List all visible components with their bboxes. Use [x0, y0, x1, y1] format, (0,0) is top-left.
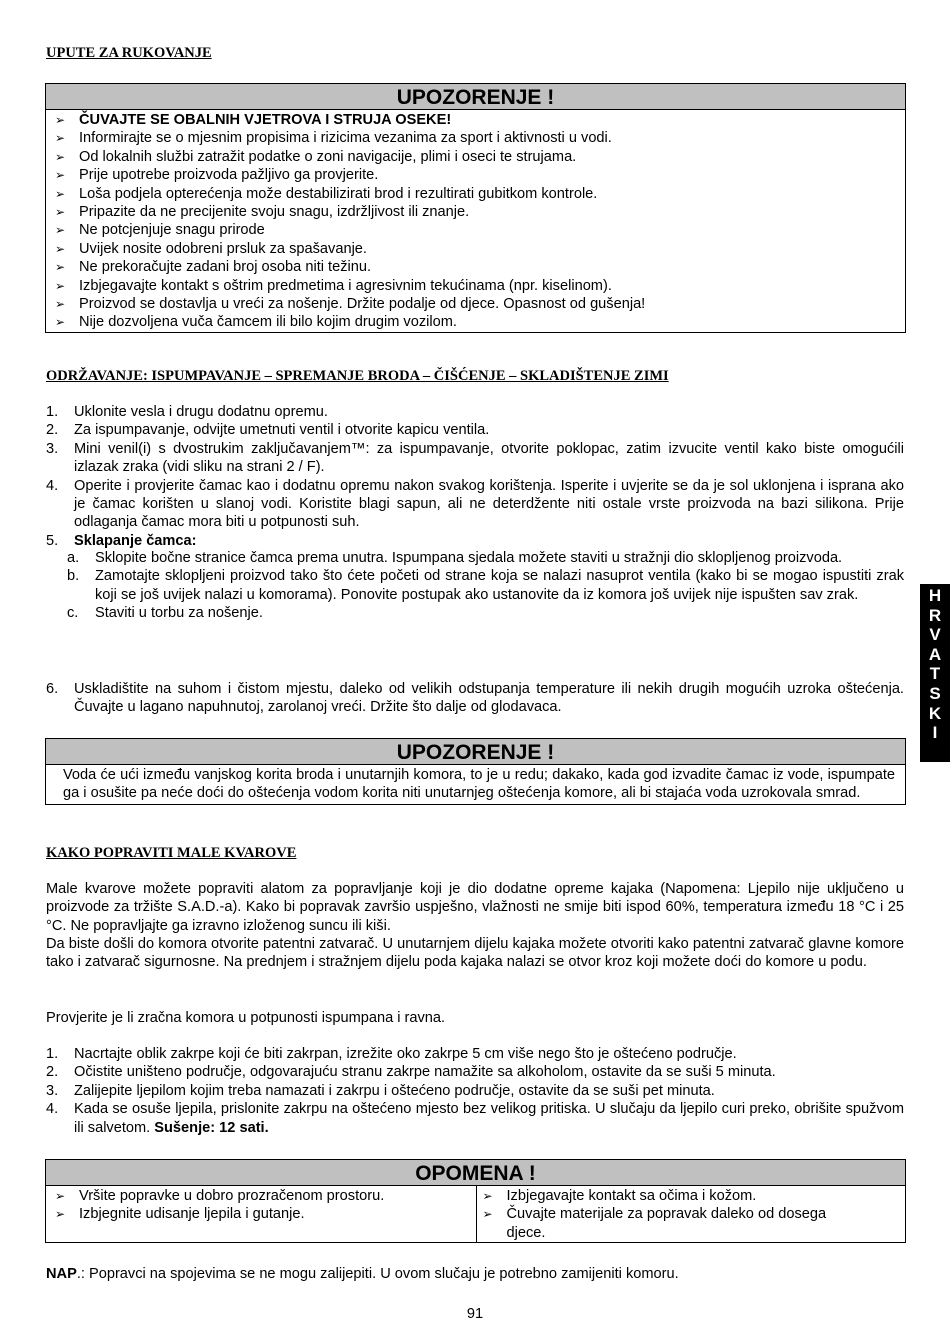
caution-box [45, 1159, 906, 1243]
list-item [46, 532, 904, 550]
list-item [46, 1063, 904, 1081]
maintenance-step-6 [46, 680, 904, 717]
list-item [46, 549, 904, 567]
tab-letter: V [929, 625, 941, 645]
list-item [46, 680, 904, 717]
warning-item: ➢ Ne prekoračujte zadani broj osoba niti težinu. [55, 258, 905, 276]
warning-item: ➢ Od lokalnih službi zatražit podatke o zoni navigacije, plimi i oseci te strujama. [55, 148, 905, 166]
warning-item: ➢ Uvijek nosite odobreni prsluk za spašavanje. [55, 240, 905, 258]
step-text: Mini venil(i) s dvostrukim zaključavanjem™: za ispumpavanje, otvorite poklopac, zatim izvucite ventil kako biste omogućili izlazak zraka (vidi sliku na strani 2 / F). [74, 440, 904, 476]
step-text: Zalijepite ljepilom kojim treba namazati i zakrpu i oštećeno područje, ostavite da se suši pet minuta. [74, 1082, 715, 1099]
tab-letter: T [929, 664, 941, 684]
warning-text: Voda će ući između vanjskog korita broda i unutarnjih komora, to je u redu; dakako, kada god izvadite čamac iz vode, ispumpate ga i osušite pa neće doći do oštećenja vodom korita niti unutarnjeg oštećenja komore, ali bi stajaća voda uzrokovala smrad. [63, 767, 895, 802]
note-label: NAP [46, 1266, 77, 1282]
step-number: 2. [46, 1064, 59, 1081]
repair-paragraph: Male kvarove možete popraviti alatom za popravljanje koji je dio dodatne opreme kajaka (Napomena: Ljepilo nije uključeno u proizvode za tržište S.A.D.-a). Kako bi popravak završio uspješno, vlažnosti ne smije biti ispod 60%, temperatura između 18 °C i 25 °C. Ne popravljajte ga izravno izloženog suncu ili kiši. [46, 881, 904, 934]
note [46, 1265, 904, 1283]
caution-item: ➢ Vršite popravke u dobro prozračenom prostoru. [55, 1187, 476, 1205]
tab-letter: S [929, 683, 941, 703]
note-text: .: Popravci na spojevima se ne mogu zalijepiti. U ovom slučaju je potrebno zamijeniti komoru. [76, 1266, 679, 1282]
caution-right-column [476, 1186, 906, 1242]
warning-item: ➢ Informirajte se o mjesnim propisima i rizicima vezanima za sport i aktivnosti u vodi. [55, 129, 905, 147]
list-item [46, 1082, 904, 1100]
warning-item: ➢ Nije dozvoljena vuča čamcem ili bilo kojim drugim vozilom. [55, 313, 905, 331]
step-text: Nacrtajte oblik zakrpe koji će biti zakrpan, izrežite oko zakrpe 5 cm više nego što je oštećeno područje. [74, 1046, 737, 1062]
tab-letter: K [928, 703, 942, 723]
repair-steps [46, 1045, 904, 1137]
step-number: 1. [46, 404, 59, 420]
step-text: Zamotajte sklopljeni proizvod tako što ćete početi od strane koja se nalazi nasuprot ventila (kako bi se mogao ispustiti zrak koji se još uvijek nalazi u komorama). Ponovite postupak ako ustanovite da iz komora još uvijek nije ispušten sav zrak. [95, 568, 904, 603]
step-text: Kada se osuše ljepila, prislonite zakrpu na oštećeno mjesto bez velikog pritiska. U slučaju da ljepilo curi preko, obrišite spužvom ili salvetom. [74, 1101, 904, 1136]
language-tab [920, 584, 950, 762]
caution-left-column [46, 1186, 476, 1242]
tab-letter: A [928, 644, 942, 664]
step-letter: a. [67, 550, 80, 566]
warning-item: ➢ ČUVAJTE SE OBALNIH VJETROVA I STRUJA OSEKE! [55, 111, 905, 129]
section-heading-maintenance: ODRŽAVANJE: ISPUMPAVANJE – SPREMANJE BRODA – ČIŠĆENJE – SKLADIŠTENJE ZIMI [46, 368, 669, 384]
step-number: 6. [46, 681, 59, 697]
tab-letter: H [928, 586, 942, 605]
drying-time: Sušenje: 12 sati. [150, 1119, 269, 1136]
repair-paragraph: Provjerite je li zračna komora u potpunosti ispumpana i ravna. [46, 1010, 446, 1026]
list-item [46, 477, 904, 532]
warning-item: ➢ Loša podjela opterećenja može destabilizirati brod i rezultirati gubitkom kontrole. [55, 185, 905, 203]
caution-item-continuation: djece. [506, 1224, 546, 1241]
step-letter: c. [67, 605, 79, 622]
warning-item: ➢ Izbjegavajte kontakt s oštrim predmetima i agresivnim tekućinama (npr. kiselinom). [55, 277, 905, 295]
warning-item: ➢ Prije upotrebe proizvoda pažljivo ga provjerite. [55, 166, 905, 184]
warning-item: ➢ Pripazite da ne precijenite svoju snagu, izdržljivost ili znanje. [55, 203, 905, 221]
caution-item: ➢ Izbjegavajte kontakt sa očima i kožom. [483, 1187, 906, 1205]
caution-item: ➢ Čuvajte materijale za popravak daleko od dosega [483, 1205, 906, 1223]
step-text: Staviti u torbu za nošenje. [95, 605, 263, 622]
step-number: 2. [46, 422, 59, 439]
section-heading-operating-instructions: UPUTE ZA RUKOVANJE [46, 45, 212, 61]
caution-columns [46, 1186, 905, 1242]
warning-box-water [45, 738, 906, 805]
caution-title: OPOMENA ! [46, 1160, 905, 1186]
maintenance-steps [46, 403, 904, 550]
step-text: Operite i provjerite čamac kao i dodatnu opremu nakon svakog korištenja. Isperite i uvjerite se da je sol uklonjena i isprana ako je čamac korišten u slanoj vodi. Koristite blagi sapun, ali ne deterdžente niti ostale vrste proizvoda na bazi silikona. Prije odlaganja čamac mora biti u potpunosti suh. [74, 477, 904, 531]
step-text: Uskladištite na suhom i čistom mjestu, daleko od velikih odstupanja temperature ili nekih drugih mogućih uzroka oštećenja. Čuvajte u lagano napuhnutoj, zarolanoj vreći. Držite što dalje od glodavaca. [74, 681, 904, 716]
list-item [46, 421, 904, 439]
warning-list [46, 110, 905, 332]
warning-item: ➢ Proizvod se dostavlja u vreći za nošenje. Držite podalje od djece. Opasnost od gušenja! [55, 295, 905, 313]
warning-title: UPOZORENJE ! [46, 739, 905, 765]
step-text: Sklapanje čamca: [74, 532, 197, 549]
warning-box [45, 83, 906, 333]
list-item [46, 1045, 904, 1063]
warning-item: ➢ Ne potcjenjuje snagu prirode [55, 221, 905, 239]
step-number: 3. [46, 1082, 59, 1099]
list-item [46, 1100, 904, 1137]
step-text: Sklopite bočne stranice čamca prema unutra. Ispumpana sjedala možete staviti u stražnji dio sklopljenog proizvoda. [95, 550, 843, 566]
step-text: Očistite uništeno područje, odgovarajuću stranu zakrpe namažite sa alkoholom, ostavite da se suši 5 minuta. [74, 1064, 776, 1081]
list-item [46, 440, 904, 477]
tab-letter: R [928, 605, 942, 625]
caution-item: ➢ Izbjegnite udisanje ljepila i gutanje. [55, 1205, 476, 1223]
list-item [46, 604, 904, 622]
section-heading-repair: KAKO POPRAVITI MALE KVAROVE [46, 845, 297, 861]
repair-paragraph: Da biste došli do komora otvorite patentni zatvarač. U unutarnjem dijelu kajaka možete otvoriti kako patentni zatvarač glavne komore tako i zatvarač sigurnosne. Na prednjem i stražnjem dijelu poda kajaka nalazi se otvor kroz koji možete doći do komore u podu. [46, 936, 904, 971]
step-text: Za ispumpavanje, odvijte umetnuti ventil i otvorite kapicu ventila. [74, 422, 490, 439]
step-letter: b. [67, 568, 80, 585]
page-number: 91 [466, 1306, 484, 1322]
warning-title: UPOZORENJE ! [46, 84, 905, 110]
step-number: 3. [46, 440, 59, 457]
step-number: 4. [46, 477, 59, 494]
tab-letter: I [932, 723, 938, 743]
list-item [46, 403, 904, 421]
folding-substeps [46, 549, 904, 623]
list-item [46, 567, 904, 604]
step-number: 5. [46, 532, 59, 549]
step-text: Uklonite vesla i drugu dodatnu opremu. [74, 404, 328, 420]
step-number: 1. [46, 1046, 59, 1062]
step-number: 4. [46, 1101, 59, 1118]
